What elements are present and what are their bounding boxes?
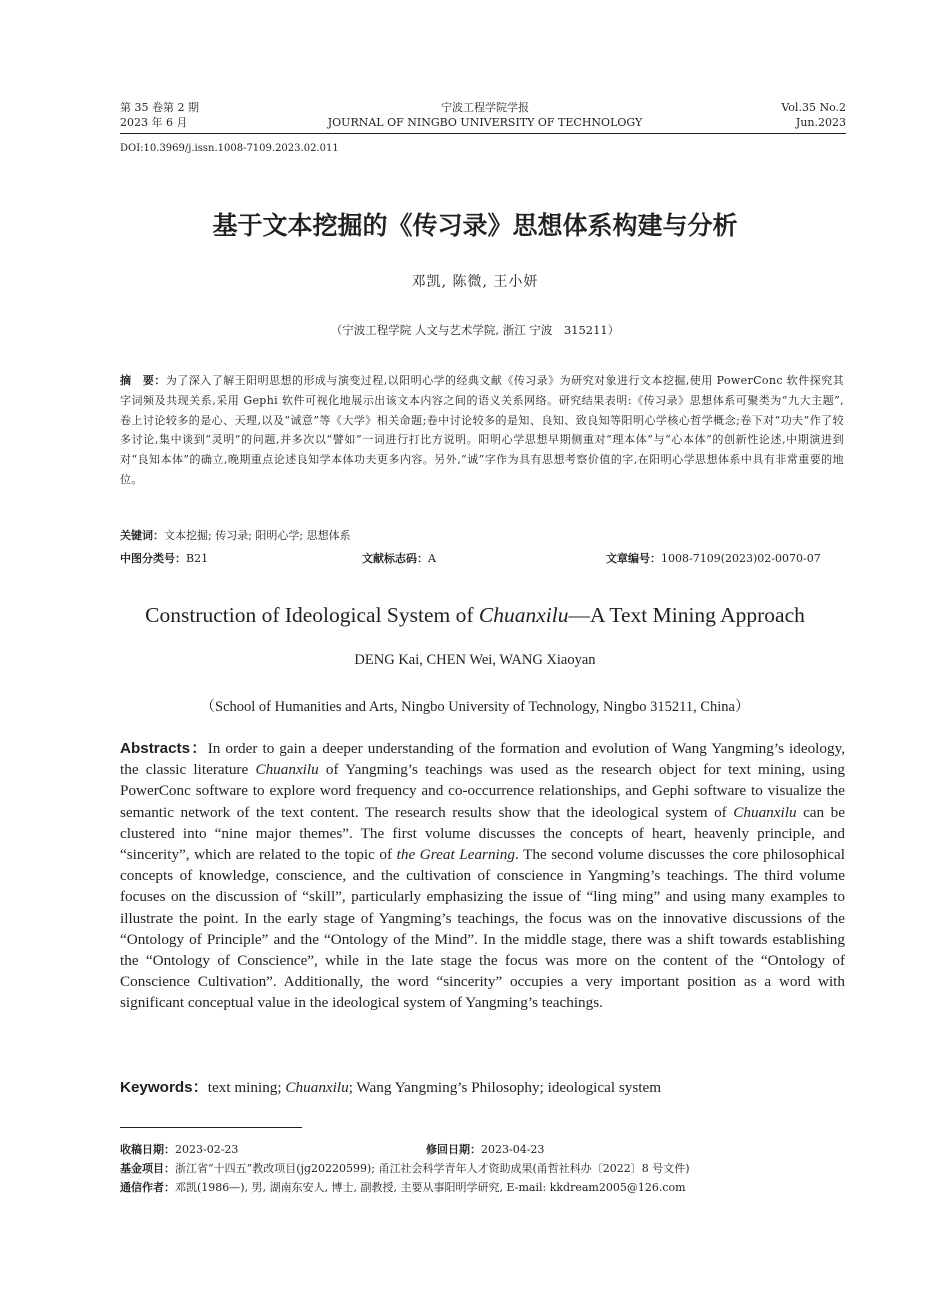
keywords-label-en: Keywords：	[120, 1079, 208, 1096]
document-code	[362, 550, 436, 566]
footnote-fund	[120, 1160, 850, 1176]
running-header-left	[120, 100, 199, 130]
keywords-text-en: ; Wang Yangming’s Philosophy; ideological system	[348, 1079, 662, 1096]
volume-issue-cn: 第 35 卷第 2 期	[120, 101, 199, 114]
keywords-en	[120, 1076, 845, 1097]
abstract-cn	[120, 371, 844, 490]
abstract-text-cn: 为了深入了解王阳明思想的形成与演变过程,以阳明心学的经典文献《传习录》为研究对象进行文本挖掘,使用 PowerConc 软件探究其字词频及共现关系,采用 Gephi 软件可视化地展示出该文本内容之间的语义关系网络。研究结果表明:《传习录》思想体系可聚类为“九大主题”,卷上讨论较多的是心、天理,以及“诚意”等《大学》相关命题;卷中讨论较多的是知、良知、致良知等阳明心学核心哲学概念;卷下对“功夫”作了较多讨论,集中谈到“灵明”的问题,并多次以“譬如”一词进行打比方说明。阳明心学思想早期侧重对“理本体”与“心本体”的创新性论述,中期演进到对“良知本体”的确立,晚期重点论述良知学本体功夫更多内容。另外,“诚”字作为具有思想考察价值的字,在阳明心学思想体系中具有非常重要的地位。	[120, 374, 845, 486]
abstract-text-en: . The second volume discusses the core philosophical concepts of knowledge, conscience, and the cultivation of conscience in Yangming’s teachings. The third volume focuses on the discussion of “skill”, particularly emphasizing the issue of “ling ming” and using many examples to illustrate the point. In the early stage of Yangming’s teachings, the focus was on the innovative discussions of the “Ontology of Principle” and the “Ontology of the Mind”. In the middle stage, there was a shift towards establishing the “Ontology of Conscience”, while in the late stage the focus was more on the content of the “Ontology of Conscience Cultivation”. Additionally, the word “sincerity” occupies a very important position as a word with significant conceptual value in the ideological system of Yangming’s teachings.	[120, 846, 845, 1012]
received-label: 收稿日期：	[120, 1143, 175, 1156]
affiliation-en: （School of Humanities and Arts, Ningbo University of Technology, Ningbo 315211, China）	[200, 699, 750, 715]
doc-code-value: A	[428, 552, 436, 565]
abstract-label-en: Abstracts：	[120, 740, 208, 757]
keywords-italic-en: Chuanxilu	[285, 1079, 349, 1096]
journal-name-cn: 宁波工程学院学报	[441, 101, 529, 114]
doi: DOI:10.3969/j.issn.1008-7109.2023.02.011	[120, 143, 339, 154]
clc-value: B21	[186, 552, 209, 565]
article-no-label: 文章编号：	[606, 552, 661, 565]
paper-title-en	[0, 603, 950, 628]
keywords-text-cn: 文本挖掘; 传习录; 阳明心学; 思想体系	[164, 529, 351, 542]
date-cn: 2023 年 6 月	[120, 116, 188, 129]
corr-label: 通信作者：	[120, 1181, 175, 1194]
revised-label: 修回日期：	[426, 1143, 481, 1156]
received-value: 2023-02-23	[175, 1143, 239, 1156]
title-en-part: —A Text Mining Approach	[568, 603, 805, 627]
affiliation-cn: （宁波工程学院 人文与艺术学院, 浙江 宁波 315211）	[330, 323, 620, 337]
running-header-center	[280, 100, 690, 130]
abstract-text-en: can be clustered into “nine major themes”. The first volume discusses the concepts of heart, heavenly principle, and “sincerity”, which are related to the topic of	[120, 803, 845, 864]
revised-date	[426, 1141, 544, 1157]
abstract-text-en: of Yangming’s teachings was used as the research object for text mining, using PowerConc software to explore word frequency and co-occurrence relationships, and Gephi software to visualize the semantic network of the text content. The research results show that the ideological system of	[120, 761, 845, 821]
clc-label: 中图分类号：	[120, 552, 186, 565]
journal-name-en: JOURNAL OF NINGBO UNIVERSITY OF TECHNOLOGY	[327, 116, 643, 129]
keywords-label-cn: 关键词：	[120, 529, 164, 542]
paper-title-cn: 基于文本挖掘的《传习录》思想体系构建与分析	[212, 211, 738, 240]
abstract-italic-en: Chuanxilu	[255, 761, 319, 779]
date-en: Jun.2023	[795, 116, 846, 129]
corr-value: 邓凯(1986—), 男, 湖南东安人, 博士, 副教授, 主要从事阳明学研究, E-mail: kkdream2005@126.com	[175, 1181, 686, 1194]
keywords-text-en: text mining;	[207, 1079, 286, 1096]
abstract-italic-en: the Great Learning	[396, 846, 515, 864]
abstract-en	[120, 738, 845, 1014]
footnote-corresponding-author	[120, 1179, 850, 1195]
clc-number	[120, 550, 208, 566]
header-divider	[120, 133, 846, 134]
fund-value: 浙江省“十四五”教改项目(jg20220599); 甬江社会科学青年人才资助成果(甬哲社科办〔2022〕8 号文件)	[175, 1162, 690, 1175]
abstract-italic-en: Chuanxilu	[733, 803, 797, 821]
revised-value: 2023-04-23	[481, 1143, 545, 1156]
doc-code-label: 文献标志码：	[362, 552, 428, 565]
authors-en: DENG Kai, CHEN Wei, WANG Xiaoyan	[354, 652, 596, 668]
keywords-cn	[120, 527, 844, 543]
footnote-divider	[120, 1127, 302, 1128]
fund-label: 基金项目：	[120, 1162, 175, 1175]
abstract-label-cn: 摘 要：	[120, 374, 166, 387]
abstract-text-en: In order to gain a deeper understanding of the formation and evolution of Wang Yangming’s ideology, the classic literature	[120, 740, 845, 779]
title-en-part: Construction of Ideological System of	[145, 603, 479, 627]
article-number	[606, 550, 821, 566]
received-date	[120, 1143, 238, 1156]
title-en-italic: Chuanxilu	[478, 603, 569, 627]
volume-issue-en: Vol.35 No.2	[781, 101, 846, 114]
article-no-value: 1008-7109(2023)02-0070-07	[661, 552, 821, 565]
footnote-dates	[120, 1141, 850, 1157]
authors-cn: 邓凯, 陈微, 王小妍	[411, 274, 539, 290]
running-header-right	[781, 100, 846, 130]
